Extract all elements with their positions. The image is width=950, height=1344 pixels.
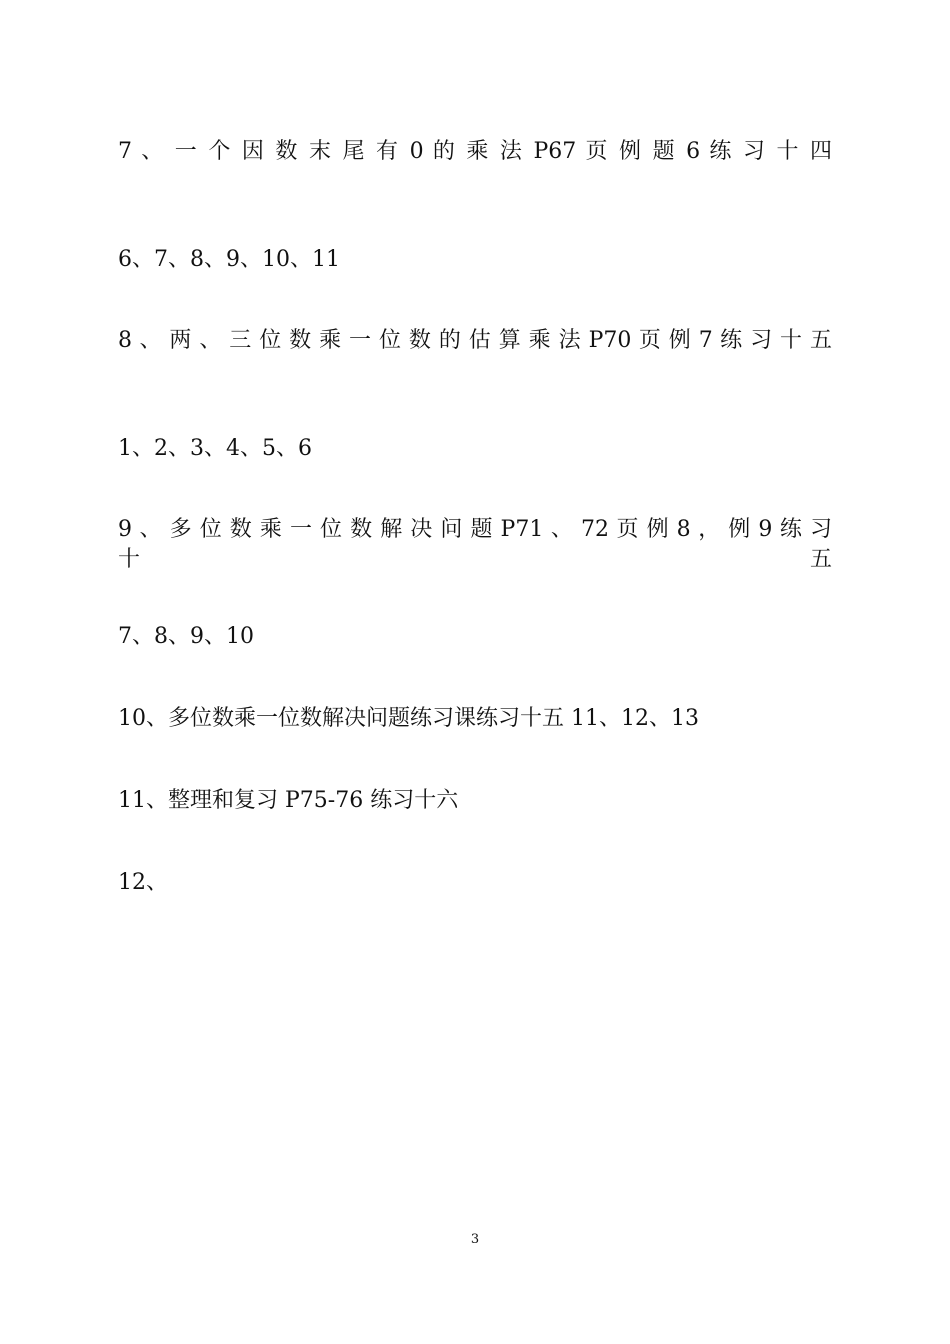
text-line-3: 8 、 两 、 三 位 数 乘 一 位 数 的 估 算 乘 法 P70 页 例 7 练 习 十 五: [118, 328, 832, 353]
text-line-5: 9 、 多 位 数 乘 一 位 数 解 决 问 题 P71 、 72 页 例 8 ， 例 9 练 习 十 五: [118, 517, 832, 572]
text-line-4: 1、2、3、4、5、6: [118, 436, 312, 461]
text-line-1: 7 、 一 个 因 数 末 尾 有 0 的 乘 法 P67 页 例 题 6 练 习 十 四: [118, 139, 832, 164]
text-line-7: 10、多位数乘一位数解决问题练习课练习十五 11、12、13: [118, 706, 699, 731]
text-line-8: 11、整理和复习 P75-76 练习十六: [118, 788, 459, 813]
page-number: 3: [470, 1232, 480, 1247]
text-line-6: 7、8、9、10: [118, 624, 254, 649]
text-line-2: 6、7、8、9、10、11: [118, 247, 340, 272]
text-line-9: 12、: [118, 870, 168, 895]
